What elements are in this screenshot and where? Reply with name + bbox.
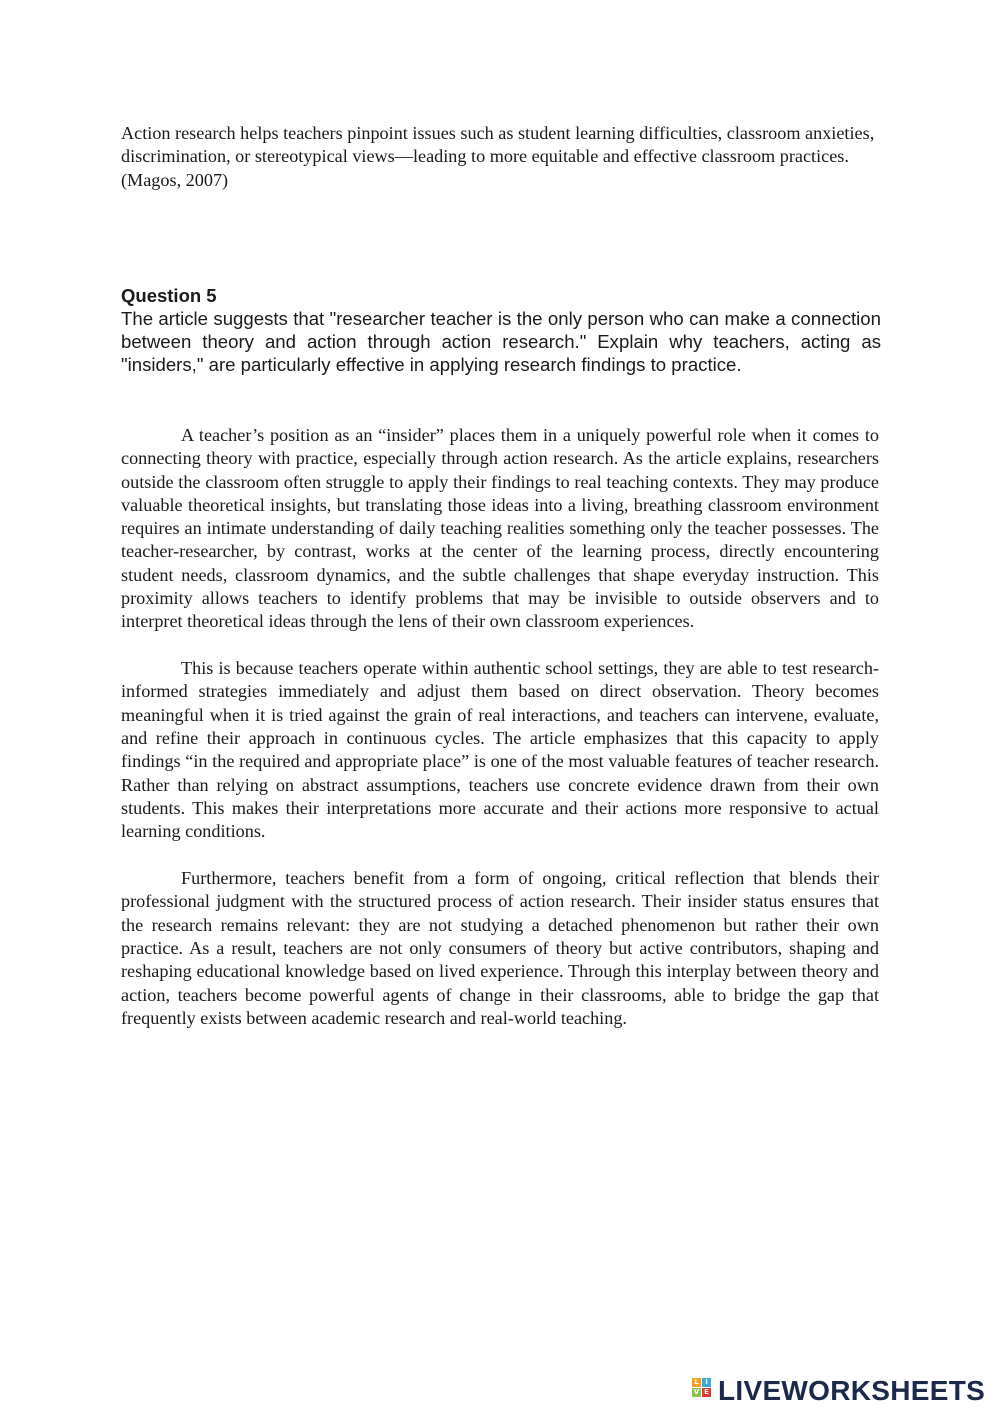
logo-mark-icon (692, 1378, 714, 1404)
intro-paragraph: Action research helps teachers pinpoint issues such as student learning difficulties, classroom anxieties, discrimination, or stereotypical views—leading to more equitable and effective classroom practices. (Magos, 2007) (121, 123, 875, 190)
question-heading: Question 5 (121, 285, 217, 306)
answer-text (121, 424, 879, 1054)
question-block (121, 285, 881, 377)
question-text: The article suggests that "researcher teacher is the only person who can make a connection between theory and action through action research." Explain why teachers, acting as "insiders," are particularly effective in applying research findings to practice. (121, 308, 881, 376)
answer-paragraph-3: Furthermore, teachers benefit from a form of ongoing, critical reflection that blends their professional judgment with the structured process of action research. Their insider status ensures that the research remains relevant: they are not studying a detached phenomenon but rather their own practice. As a result, teachers are not only consumers of theory but active contributors, shaping and reshaping educational knowledge based on lived experience. Through this interplay between theory and action, teachers become powerful agents of change in their classrooms, able to bridge the gap that frequently exists between academic research and real-world teaching. (121, 868, 879, 1028)
logo-text: LIVEWORKSHEETS (718, 1375, 986, 1406)
logo-mark-tile: V (693, 1388, 700, 1396)
answer-paragraph-1: A teacher’s position as an “insider” places them in a uniquely powerful role when it comes to connecting theory with practice, especially through action research. As the article explains, researchers outside the classroom often struggle to apply their findings to real teaching contexts. They may produce valuable theoretical insights, but translating those ideas into a living, breathing classroom environment requires an intimate understanding of daily teaching realities something only the teacher possesses. The teacher-researcher, by contrast, works at the center of the learning process, directly encountering student needs, classroom dynamics, and the subtle challenges that shape everyday instruction. This proximity allows teachers to identify problems that may be invisible to outside observers and to interpret theoretical ideas through the lens of their own classroom experiences. (121, 425, 879, 632)
logo-mark-tile: I (702, 1378, 711, 1387)
logo-mark-tile: L (692, 1378, 701, 1387)
liveworksheets-logo (692, 1374, 985, 1408)
answer-paragraph-2: This is because teachers operate within authentic school settings, they are able to test research-informed strategies immediately and adjust them based on direct observation. Theory becomes meaningful when it is tried against the grain of real interactions, and teachers can intervene, evaluate, and refine their approach in continuous cycles. The article emphasizes that this capacity to apply findings “in the required and appropriate place” is one of the most valuable features of teacher research. Rather than relying on abstract assumptions, teachers use concrete evidence drawn from their own students. This makes their interpretations more accurate and their actions more responsive to actual learning conditions. (121, 658, 879, 842)
logo-mark-tile: E (702, 1388, 711, 1397)
